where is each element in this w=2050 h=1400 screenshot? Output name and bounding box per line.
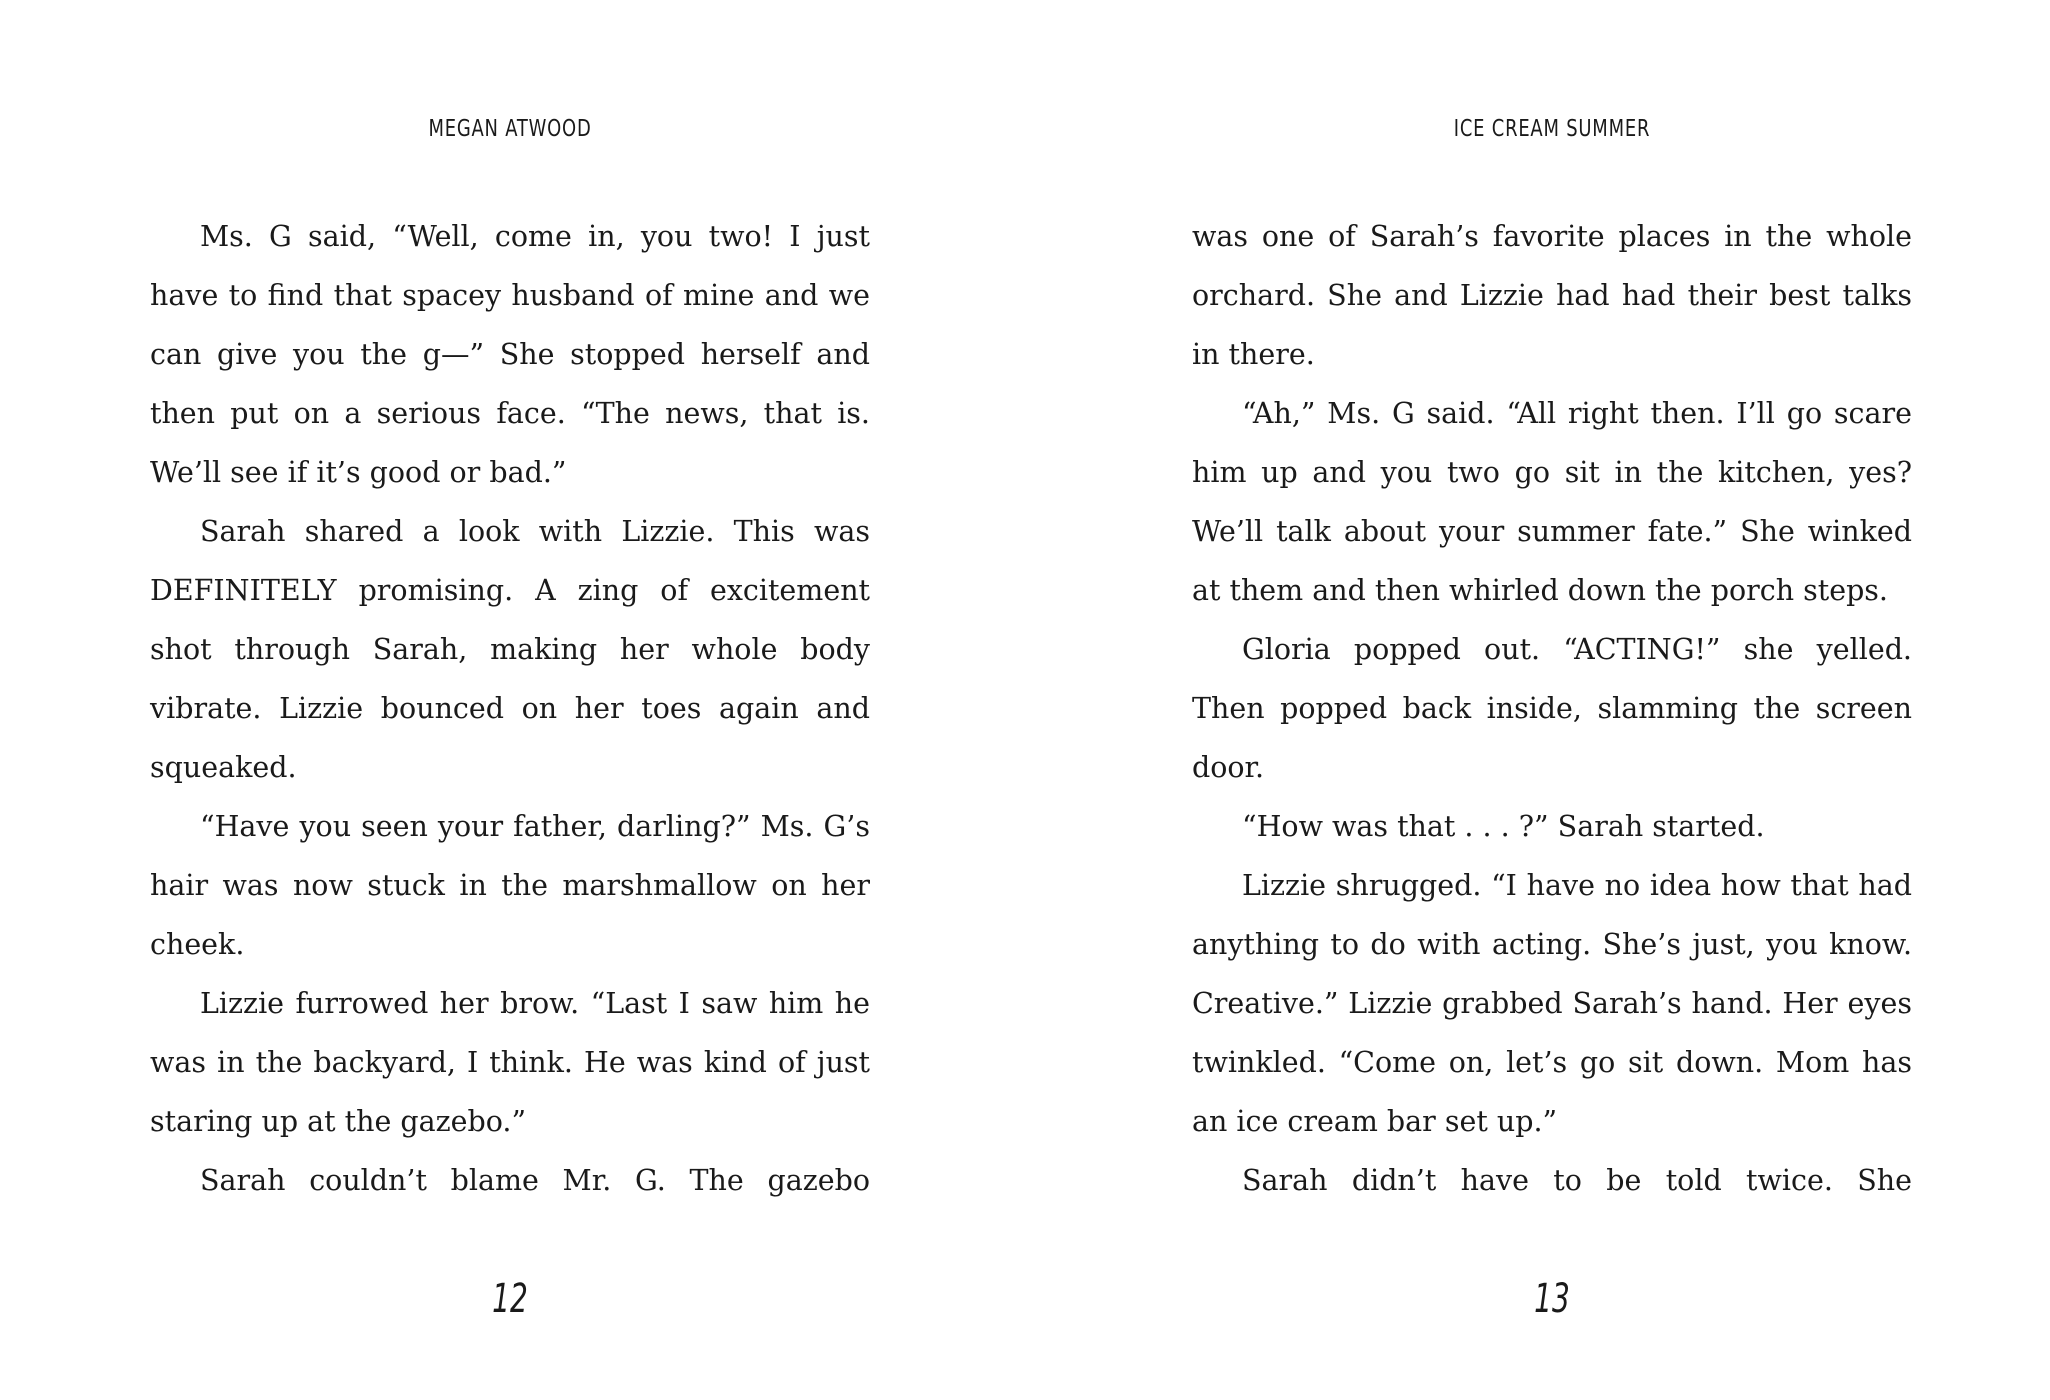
paragraph: Lizzie furrowed her brow. “Last I saw him he was in the backyard, I think. He was kind of just staring up at the gazebo.” [150,987,870,1138]
paragraph-continued: Sarah couldn’t blame Mr. G. The gazebo [200,1164,870,1197]
paragraph: Gloria popped out. “ACTING!” she yelled. Then popped back inside, slamming the screen door. [1192,633,1912,784]
paragraph-continued: Sarah didn’t have to be told twice. She [1242,1164,1912,1197]
page-number: 12 [492,1276,528,1322]
page-number: 13 [1534,1276,1570,1322]
paragraph: Sarah shared a look with Lizzie. This was DEFINITELY promising. A zing of excitement shot through Sarah, making her whole body vibrate. Lizzie bounced on her toes again and squeaked. [150,515,870,784]
left-page-body [150,207,870,1210]
paragraph: “How was that . . . ?” Sarah started. [1242,810,1765,843]
left-page [150,0,870,1400]
running-head-title: ICE CREAM SUMMER [1453,116,1651,142]
paragraph: Ms. G said, “Well, come in, you two! I just have to find that spacey husband of mine and we can give you the g—” She stopped herself and then put on a serious face. “The news, that is. We’ll see if it’s good or bad.” [150,220,870,489]
running-head-author: MEGAN ATWOOD [428,116,592,142]
paragraph: Lizzie shrugged. “I have no idea how that had anything to do with acting. She’s just, you know. Creative.” Lizzie grabbed Sarah’s hand. Her eyes twinkled. “Come on, let’s go sit down. Mom has an ice cream bar set up.” [1192,869,1912,1138]
paragraph-continuation: was one of Sarah’s favorite places in the whole orchard. She and Lizzie had had their best talks in there. [1192,220,1912,371]
paragraph: “Have you seen your father, darling?” Ms. G’s hair was now stuck in the marshmallow on her cheek. [150,810,870,961]
right-page-body [1192,207,1912,1210]
right-page [1192,0,1912,1400]
paragraph: “Ah,” Ms. G said. “All right then. I’ll go scare him up and you two go sit in the kitchen, yes? We’ll talk about your summer fate.” She winked at them and then whirled down the porch steps. [1192,397,1912,607]
